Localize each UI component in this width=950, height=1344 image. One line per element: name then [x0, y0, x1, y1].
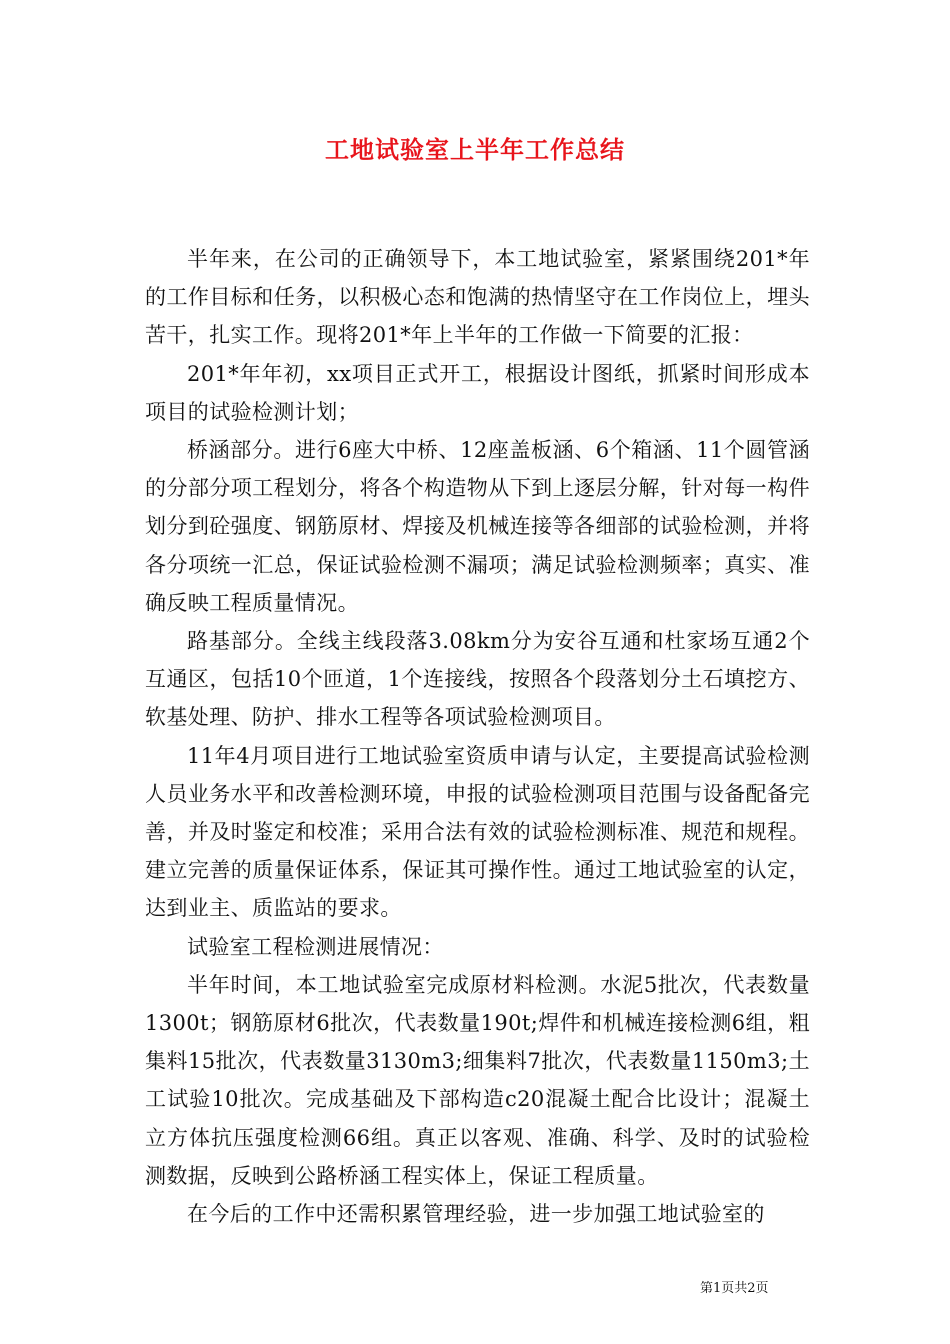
paragraph-qualification: 11年4月项目进行工地试验室资质申请与认定，主要提高试验检测人员业务水平和改善检测环境，申报的试验检测项目范围与设备配备完善，并及时鉴定和校准；采用合法有效的试验检测标准、规范和规程。建立完善的质量保证体系，保证其可操作性。通过工地试验室的认定，达到业主、质监站的要求。	[145, 743, 810, 921]
paragraph-roadbed: 路基部分。全线主线段落3.08km分为安谷互通和杜家场互通2个互通区，包括10个匝道，1个连接线，按照各个段落划分土石填挖方、软基处理、防护、排水工程等各项试验检测项目。	[145, 629, 810, 730]
document-body	[145, 240, 810, 1233]
paragraph-start-of-year: 201*年年初，xx项目正式开工，根据设计图纸，抓紧时间形成本项目的试验检测计划；	[145, 361, 810, 424]
page-number-footer: 第1页共2页	[700, 1281, 769, 1296]
paragraph-future-work: 在今后的工作中还需积累管理经验，进一步加强工地试验室的	[187, 1202, 765, 1227]
paragraph-progress-heading: 试验室工程检测进展情况：	[187, 934, 444, 959]
document-title: 工地试验室上半年工作总结	[325, 136, 625, 164]
paragraph-bridges: 桥涵部分。进行6座大中桥、12座盖板涵、6个箱涵、11个圆管涵的分部分项工程划分，将各个构造物从下到上逐层分解，针对每一构件划分到砼强度、钢筋原材、焊接及机械连接等各细部的试验检测，并将各分项统一汇总，保证试验检测不漏项；满足试验检测频率；真实、准确反映工程质量情况。	[145, 438, 810, 615]
paragraph-progress-details: 半年时间，本工地试验室完成原材料检测。水泥5批次，代表数量1300t；钢筋原材6批次，代表数量190t;焊件和机械连接检测6组，粗集料15批次，代表数量3130m3;细集料7批次，代表数量1150m3;土工试验10批次。完成基础及下部构造c20混凝土配合比设计；混凝土立方体抗压强度检测66组。真正以客观、准确、科学、及时的试验检测数据，反映到公路桥涵工程实体上，保证工程质量。	[145, 972, 810, 1188]
paragraph-intro: 半年来，在公司的正确领导下，本工地试验室，紧紧围绕201*年的工作目标和任务，以积极心态和饱满的热情坚守在工作岗位上，埋头苦干，扎实工作。现将201*年上半年的工作做一下简要的汇报：	[145, 247, 810, 348]
